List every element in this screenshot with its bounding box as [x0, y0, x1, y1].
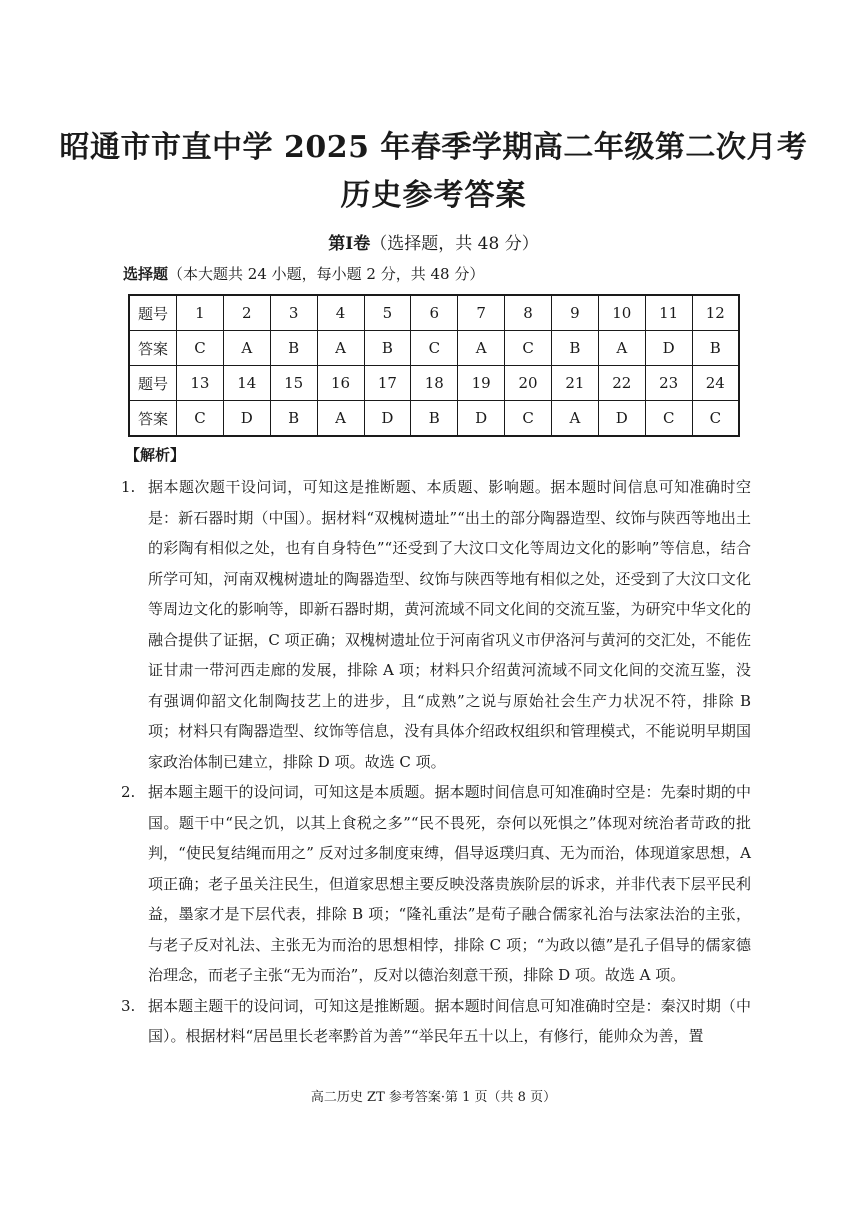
- answer-cell: D: [598, 401, 645, 437]
- answer-table: [128, 294, 740, 437]
- answer-cell: D: [223, 401, 270, 437]
- table-row: [129, 366, 739, 401]
- analysis-item-number: 1.: [121, 478, 136, 496]
- answer-cell: B: [692, 331, 739, 366]
- answer-cell: C: [177, 331, 224, 366]
- section-heading-bold: 选择题: [123, 265, 169, 283]
- question-number-cell: 20: [505, 366, 552, 401]
- answer-cell: D: [645, 331, 692, 366]
- question-number-cell: 2: [223, 295, 270, 331]
- answer-cell: D: [458, 401, 505, 437]
- part-heading: [0, 229, 867, 254]
- answer-cell: B: [552, 331, 599, 366]
- answer-cell: A: [317, 331, 364, 366]
- answer-cell: C: [645, 401, 692, 437]
- question-number-cell: 18: [411, 366, 458, 401]
- table-row: [129, 295, 739, 331]
- question-number-cell: 1: [177, 295, 224, 331]
- question-number-cell: 14: [223, 366, 270, 401]
- analysis-list: [121, 472, 751, 1052]
- analysis-heading: 【解析】: [125, 446, 186, 464]
- analysis-item-text: 据本题次题干设问词，可知这是推断题、本质题、影响题。据本题时间信息可知准确时空是：新石器时期（中国）。据材料“双槐树遗址”“出土的部分陶器造型、纹饰与陕西等地出土的彩陶有相似之处，也有自身特色”“还受到了大汶口文化等周边文化的影响”等信息，结合所学可知，河南双槐树遗址的陶器造型、纹饰与陕西等地有相似之处，还受到了大汶口文化等周边文化的影响等，即新石器时期，黄河流域不同文化间的交流互鉴，为研究中华文化的融合提供了证据，C 项正确；双槐树遗址位于河南省巩义市伊洛河与黄河的交汇处，不能佐证甘肃一带河西走廊的发展，排除 A 项；材料只介绍黄河流域不同文化间的交流互鉴，没有强调仰韶文化制陶技艺上的进步，且“成熟”之说与原始社会生产力状况不符，排除 B 项；材料只有陶器造型、纹饰等信息，没有具体介绍政权组织和管理模式，不能说明早期国家政治体制已建立，排除 D 项。故选 C 项。: [148, 478, 751, 771]
- question-number-cell: 23: [645, 366, 692, 401]
- part-heading-bold: 第Ⅰ卷: [328, 234, 371, 254]
- section-heading-rest: （本大题共 24 小题，每小题 2 分，共 48 分）: [168, 265, 485, 283]
- answer-cell: A: [223, 331, 270, 366]
- answer-cell: D: [364, 401, 411, 437]
- analysis-item: [121, 472, 751, 777]
- question-number-cell: 22: [598, 366, 645, 401]
- question-number-cell: 15: [270, 366, 317, 401]
- analysis-item-text: 据本题主题干的设问词，可知这是本质题。据本题时间信息可知准确时空是：先秦时期的中国。题干中“民之饥，以其上食税之多”“民不畏死，奈何以死惧之”体现对统治者苛政的批判，“使民复结绳而用之” 反对过多制度束缚，倡导返璞归真、无为而治，体现道家思想，A 项正确；老子虽关注民生，但道家思想主要反映没落贵族阶层的诉求，并非代表下层平民利益，墨家才是下层代表，排除 B 项；“隆礼重法”是荀子融合儒家礼治与法家法治的主张，与老子反对礼法、主张无为而治的思想相悖，排除 C 项；“为政以德”是孔子倡导的儒家德治理念，而老子主张“无为而治”，反对以德治刻意干预，排除 D 项。故选 A 项。: [148, 783, 751, 984]
- answer-cell: A: [598, 331, 645, 366]
- question-number-cell: 6: [411, 295, 458, 331]
- question-number-row-label: 题号: [129, 295, 177, 331]
- question-number-cell: 24: [692, 366, 739, 401]
- answer-row-label: 答案: [129, 401, 177, 437]
- table-row: [129, 401, 739, 437]
- answer-cell: C: [411, 331, 458, 366]
- question-number-cell: 21: [552, 366, 599, 401]
- answer-cell: A: [552, 401, 599, 437]
- answer-cell: C: [177, 401, 224, 437]
- question-number-cell: 10: [598, 295, 645, 331]
- question-number-row-label: 题号: [129, 366, 177, 401]
- answer-cell: C: [692, 401, 739, 437]
- table-row: [129, 331, 739, 366]
- analysis-item-number: 2.: [121, 783, 136, 801]
- question-number-cell: 11: [645, 295, 692, 331]
- answer-row-label: 答案: [129, 331, 177, 366]
- question-number-cell: 7: [458, 295, 505, 331]
- question-number-cell: 3: [270, 295, 317, 331]
- part-heading-rest: （选择题，共 48 分）: [370, 234, 539, 254]
- analysis-item-number: 3.: [121, 996, 136, 1015]
- question-number-cell: 4: [317, 295, 364, 331]
- document-title-line1: 昭通市市直中学 2025 年春季学期高二年级第二次月考: [59, 130, 808, 165]
- answer-cell: C: [505, 331, 552, 366]
- question-number-cell: 5: [364, 295, 411, 331]
- question-number-cell: 19: [458, 366, 505, 401]
- question-number-cell: 8: [505, 295, 552, 331]
- answer-cell: B: [270, 331, 317, 366]
- question-number-cell: 12: [692, 295, 739, 331]
- section-heading: [123, 263, 484, 284]
- question-number-cell: 17: [364, 366, 411, 401]
- analysis-item: [121, 777, 751, 991]
- analysis-item-text: 据本题主题干的设问词，可知这是推断题。据本题时间信息可知准确时空是：秦汉时期（中国）。根据材料“居邑里长老率黔首为善”“举民年五十以上，有修行，能帅众为善，置: [148, 996, 751, 1045]
- answer-cell: B: [270, 401, 317, 437]
- question-number-cell: 9: [552, 295, 599, 331]
- question-number-cell: 16: [317, 366, 364, 401]
- question-number-cell: 13: [177, 366, 224, 401]
- page-footer: 高二历史 ZT 参考答案·第 1 页（共 8 页）: [310, 1090, 557, 1105]
- answer-cell: B: [364, 331, 411, 366]
- answer-cell: C: [505, 401, 552, 437]
- analysis-item: [121, 991, 751, 1052]
- document-title-line2: 历史参考答案: [340, 178, 527, 213]
- answer-cell: A: [317, 401, 364, 437]
- answer-cell: B: [411, 401, 458, 437]
- answer-cell: A: [458, 331, 505, 366]
